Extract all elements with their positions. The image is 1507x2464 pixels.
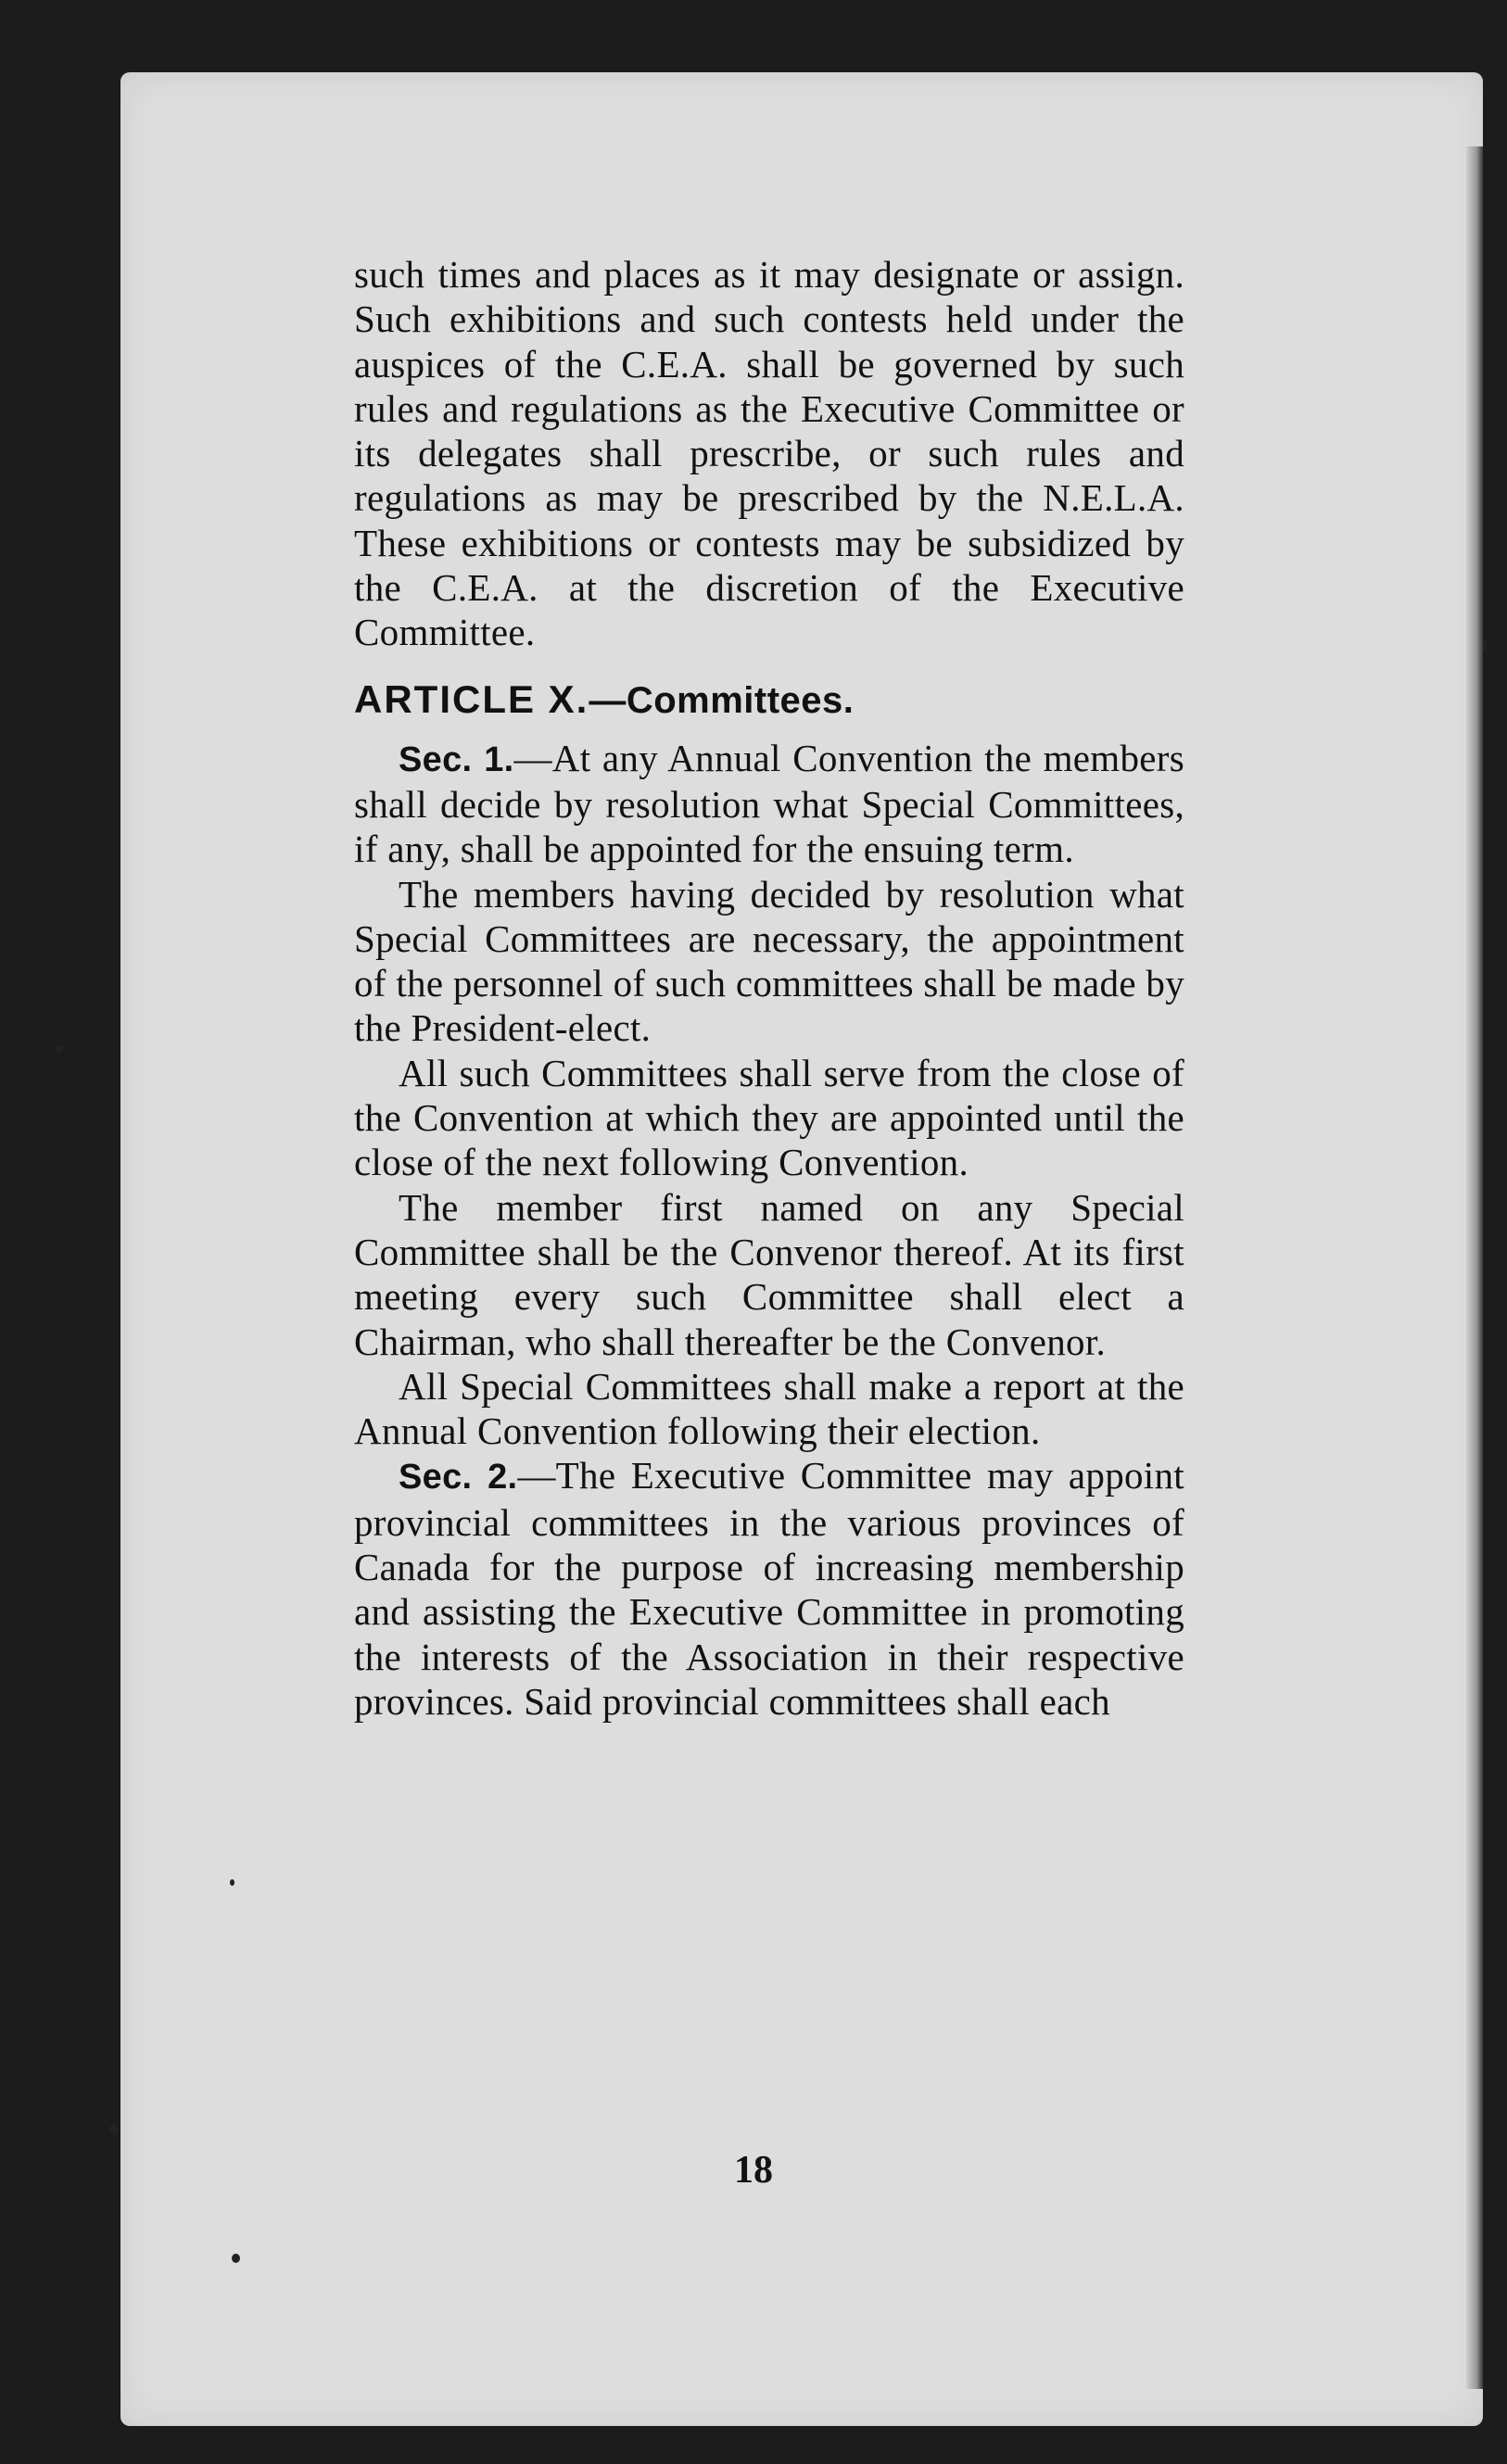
dust-speck [56, 1045, 63, 1053]
dust-speck [109, 2124, 119, 2135]
paragraph-term: All such Committees shall serve from the close of the Convention at which they are appointed until the close of the next following Convention. [354, 1051, 1184, 1184]
section-1-paragraph [354, 736, 1184, 872]
dust-speck [230, 1879, 234, 1886]
article-heading [354, 677, 1184, 723]
dust-speck [232, 2254, 240, 2263]
article-number: ARTICLE X. [354, 676, 589, 721]
paragraph-convenor: The member first named on any Special Committee shall be the Convenor thereof. At its first meeting every such Committee shall elect a Chairman, who shall thereafter be the Convenor. [354, 1185, 1184, 1363]
body-text [354, 252, 1184, 1724]
section-1-text: —At any Annual Convention the members shall decide by resolution what Special Committees, if any, shall be appointed for the ensuing term. [354, 736, 1184, 871]
section-2-paragraph [354, 1453, 1184, 1724]
dust-speck [1483, 639, 1487, 652]
section-2-text: —The Executive Committee may appoint provincial committees in the various provinces of Canada for the purpose of increasing membership and assisting the Executive Committee in promoting the interests of the Association in their respective provinces. Said provincial committees shall each [354, 1454, 1184, 1723]
section-1-label: Sec. 1. [399, 739, 514, 779]
page-number: 18 [734, 2149, 773, 2192]
section-2-label: Sec. 2. [399, 1458, 518, 1497]
page-edge [1466, 146, 1483, 2389]
article-title: —Committees. [589, 679, 855, 721]
paragraph-report: All Special Committees shall make a report at the Annual Convention following their election. [354, 1364, 1184, 1453]
paragraph-personnel: The members having decided by resolution what Special Committees are necessary, the appointment of the personnel of such committees shall be made by the President-elect. [354, 872, 1184, 1050]
opening-paragraph: such times and places as it may designate or assign. Such exhibitions and such contests held under the auspices of the C.E.A. shall be governed by such rules and regulations as the Executive Committee or its delegates shall prescribe, or such rules and regulations as may be prescribed by the N.E.L.A. These exhibitions or contests may be subsidized by the C.E.A. at the discretion of the Executive Committee. [354, 253, 1184, 654]
